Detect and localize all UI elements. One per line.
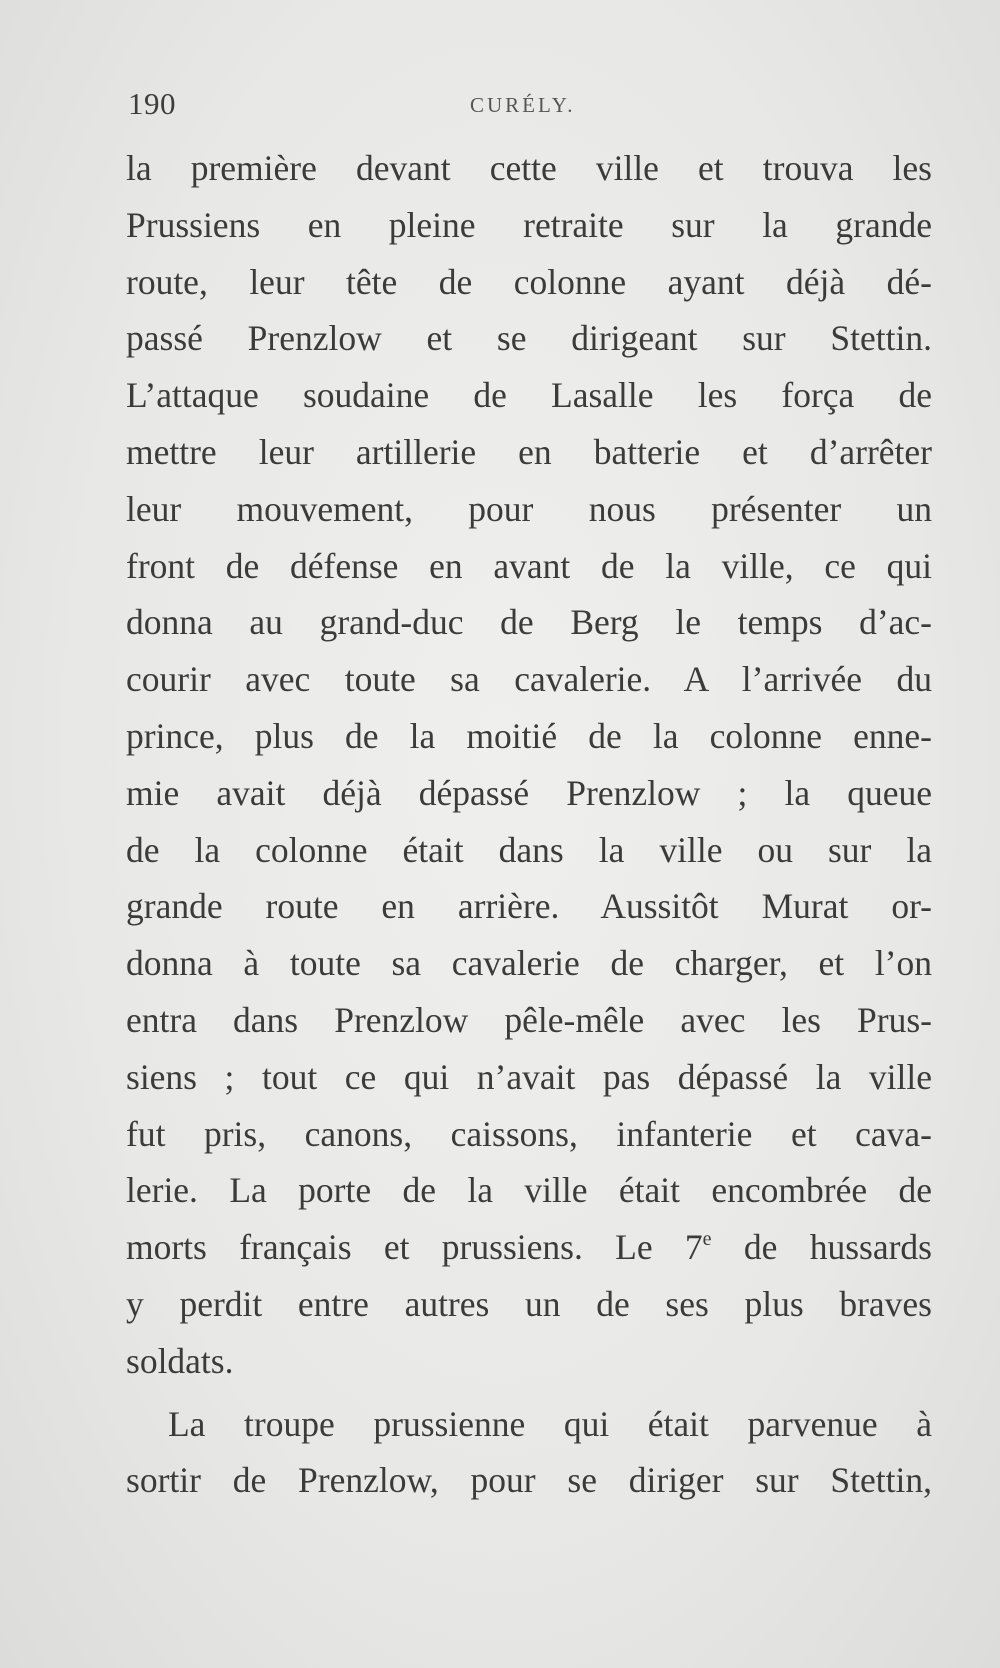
text-line: donna à toute sa cavalerie de charger, et l’on [126,943,932,984]
text-line: courir avec toute sa cavalerie. A l’arrivée du [126,659,932,700]
text-line: prince, plus de la moitié de la colonne enne- [126,715,932,756]
text-line-hussards [126,1219,932,1276]
text-line: lerie. La porte de la ville était encombrée de [126,1170,932,1211]
text-line: mettre leur artillerie en batterie et d’arrêter [126,431,932,472]
text-line: fut pris, canons, caissons, infanterie et cava- [126,1113,932,1154]
text-line: mie avait déjà dépassé Prenzlow ; la queue [126,772,932,813]
page-number: 190 [128,86,176,121]
text-line: L’attaque soudaine de Lasalle les força de [126,375,932,416]
running-title: CURÉLY. [470,93,576,117]
body-text [126,140,932,1509]
running-head [128,86,938,126]
ordinal-superscript: e [702,1228,712,1251]
text-line: entra dans Prenzlow pêle-mêle avec les Prus- [126,999,932,1040]
text-line: y perdit entre autres un de ses plus braves [126,1283,932,1324]
text-segment: morts français et prussiens. Le 7 [126,1227,703,1268]
paragraph-last-line: soldats. [126,1340,234,1381]
text-line: de la colonne était dans la ville ou sur la [126,829,932,870]
text-line: grande route en arrière. Aussitôt Murat or- [126,886,932,927]
text-line: siens ; tout ce qui n’avait pas dépassé la ville [126,1056,932,1097]
text-segment: de hussards [711,1227,932,1268]
text-line: sortir de Prenzlow, pour se diriger sur Stettin, [126,1460,932,1501]
paragraph-first-line: La troupe prussienne qui était parvenue à [168,1403,932,1444]
text-line: passé Prenzlow et se dirigeant sur Stettin. [126,318,932,359]
text-line: la première devant cette ville et trouva les [126,148,932,188]
text-line: leur mouvement, pour nous présenter un [126,488,932,529]
text-line: front de défense en avant de la ville, ce qui [126,545,932,586]
text-line: route, leur tête de colonne ayant déjà dé- [126,261,932,302]
text-line: Prussiens en pleine retraite sur la grande [126,204,932,245]
text-line: donna au grand-duc de Berg le temps d’ac- [126,602,932,643]
